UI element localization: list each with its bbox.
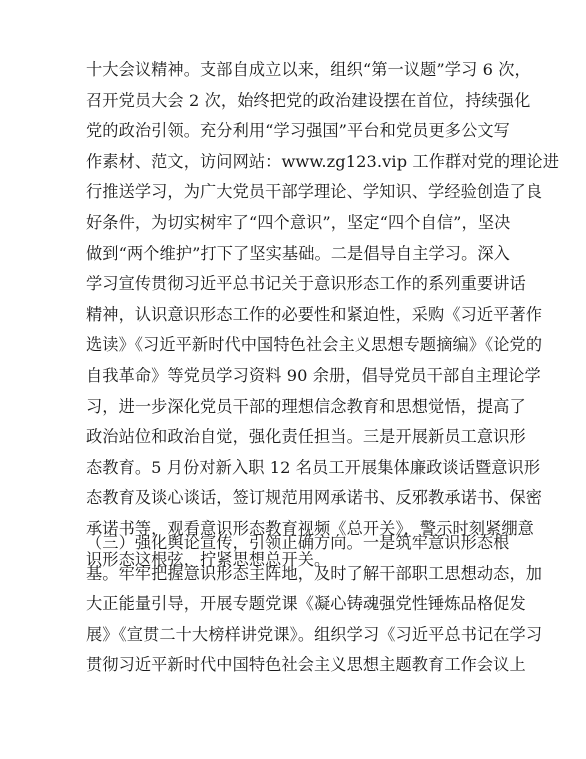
text-line: 召开党员大会 2 次，始终把党的政治建设摆在首位，持续强化: [86, 90, 531, 110]
text-line: 自我革命》等党员学习资料 90 余册，倡导党员干部自主理论学: [86, 365, 541, 385]
text-line: 好条件，为切实树牢了“四个意识”，坚定“四个自信”，坚决: [86, 212, 511, 232]
text-line: 贯彻习近平新时代中国特色社会主义思想主题教育工作会议上: [86, 655, 526, 675]
text-line: 基。牢牢把握意识形态主阵地，及时了解干部职工思想动态，加: [86, 563, 543, 583]
text-line: 态教育。5 月份对新入职 12 名员工开展集体廉政谈话暨意识形: [86, 457, 541, 477]
text-line: 党的政治引领。充分利用“学习强国”平台和党员更多公文写: [86, 121, 510, 141]
text-line: （三）强化舆论宣传，引领正确方向。一是筑牢意识形态根: [86, 533, 510, 552]
text-line: 展》《宣贯二十大榜样讲党课》。组织学习《习近平总书记在学习: [86, 624, 543, 644]
text-line: 习，进一步深化党员干部的理想信念教育和思想觉悟，提高了: [86, 396, 526, 416]
text-line: 大正能量引导，开展专题党课《凝心铸魂强党性锤炼品格促发: [86, 594, 526, 614]
text-line: 选读》《习近平新时代中国特色社会主义思想专题摘编》《论党的: [86, 335, 543, 355]
paragraph-continuation: [86, 55, 559, 575]
text-line: 做到“两个维护”打下了坚实基础。二是倡导自主学习。深入: [86, 243, 510, 263]
text-line: 作素材、范文，访问网站：www.zg123.vip 工作群对党的理论进: [86, 151, 559, 171]
text-line: 政治站位和政治自觉，强化责任担当。三是开展新员工意识形: [86, 427, 526, 447]
text-line: 十大会议精神。支部自成立以来，组织“第一议题”学习 6 次，: [86, 60, 531, 79]
text-line: 承诺书等，观看意识形态教育视频《总开关》，警示时刻紧绷意: [86, 518, 534, 538]
text-line: 精神，认识意识形态工作的必要性和紧迫性，采购《习近平著作: [86, 304, 543, 324]
text-line: 学习宣传贯彻习近平总书记关于意识形态工作的系列重要讲话: [86, 274, 526, 294]
text-line: 态教育及谈心谈话，签订规范用网承诺书、反邪教承诺书、保密: [86, 488, 543, 508]
text-line: 识形态这根弦，拧紧思想总开关。: [86, 549, 331, 569]
text-line: 行推送学习，为广大党员干部学理论、学知识、学经验创造了良: [86, 182, 543, 202]
